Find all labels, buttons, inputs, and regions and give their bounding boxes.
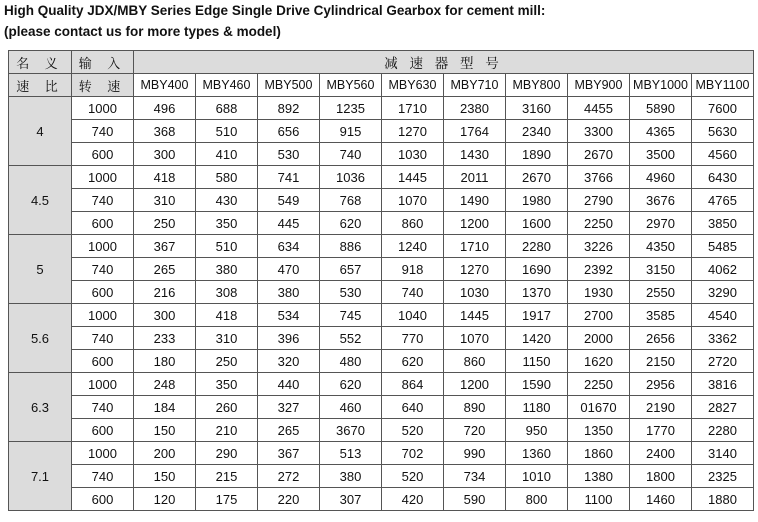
speed-cell: 1000 bbox=[72, 304, 134, 327]
value-cell: 3226 bbox=[568, 235, 630, 258]
value-cell: 4062 bbox=[692, 258, 754, 281]
value-cell: 1420 bbox=[506, 327, 568, 350]
value-cell: 3140 bbox=[692, 442, 754, 465]
value-cell: 1600 bbox=[506, 212, 568, 235]
model-header: MBY900 bbox=[568, 74, 630, 97]
value-cell: 741 bbox=[258, 166, 320, 189]
value-cell: 2670 bbox=[506, 166, 568, 189]
value-cell: 308 bbox=[196, 281, 258, 304]
value-cell: 1150 bbox=[506, 350, 568, 373]
value-cell: 320 bbox=[258, 350, 320, 373]
value-cell: 2250 bbox=[568, 212, 630, 235]
value-cell: 184 bbox=[134, 396, 196, 419]
value-cell: 657 bbox=[320, 258, 382, 281]
table-row bbox=[9, 166, 754, 189]
value-cell: 5485 bbox=[692, 235, 754, 258]
value-cell: 1360 bbox=[506, 442, 568, 465]
value-cell: 215 bbox=[196, 465, 258, 488]
speed-cell: 1000 bbox=[72, 166, 134, 189]
value-cell: 430 bbox=[196, 189, 258, 212]
value-cell: 1270 bbox=[444, 258, 506, 281]
value-cell: 1710 bbox=[382, 97, 444, 120]
speed-cell: 1000 bbox=[72, 373, 134, 396]
value-cell: 1430 bbox=[444, 143, 506, 166]
speed-cell: 740 bbox=[72, 120, 134, 143]
value-cell: 350 bbox=[196, 212, 258, 235]
value-cell: 2150 bbox=[630, 350, 692, 373]
value-cell: 1270 bbox=[382, 120, 444, 143]
value-cell: 1917 bbox=[506, 304, 568, 327]
value-cell: 3766 bbox=[568, 166, 630, 189]
value-cell: 530 bbox=[258, 143, 320, 166]
value-cell: 510 bbox=[196, 120, 258, 143]
value-cell: 1370 bbox=[506, 281, 568, 304]
value-cell: 368 bbox=[134, 120, 196, 143]
value-cell: 2325 bbox=[692, 465, 754, 488]
value-cell: 2190 bbox=[630, 396, 692, 419]
value-cell: 250 bbox=[196, 350, 258, 373]
value-cell: 520 bbox=[382, 419, 444, 442]
value-cell: 396 bbox=[258, 327, 320, 350]
value-cell: 1620 bbox=[568, 350, 630, 373]
value-cell: 1770 bbox=[630, 419, 692, 442]
speed-cell: 740 bbox=[72, 189, 134, 212]
value-cell: 2380 bbox=[444, 97, 506, 120]
ratio-cell: 5 bbox=[9, 235, 72, 304]
value-cell: 860 bbox=[444, 350, 506, 373]
value-cell: 2280 bbox=[506, 235, 568, 258]
value-cell: 3362 bbox=[692, 327, 754, 350]
value-cell: 265 bbox=[134, 258, 196, 281]
value-cell: 2340 bbox=[506, 120, 568, 143]
value-cell: 480 bbox=[320, 350, 382, 373]
value-cell: 915 bbox=[320, 120, 382, 143]
value-cell: 3500 bbox=[630, 143, 692, 166]
value-cell: 1890 bbox=[506, 143, 568, 166]
value-cell: 4350 bbox=[630, 235, 692, 258]
value-cell: 800 bbox=[506, 488, 568, 511]
value-cell: 272 bbox=[258, 465, 320, 488]
ratio-cell: 5.6 bbox=[9, 304, 72, 373]
value-cell: 513 bbox=[320, 442, 382, 465]
value-cell: 620 bbox=[382, 350, 444, 373]
ratio-cell: 4 bbox=[9, 97, 72, 166]
table-row bbox=[9, 120, 754, 143]
table-row bbox=[9, 350, 754, 373]
speed-cell: 1000 bbox=[72, 235, 134, 258]
value-cell: 2392 bbox=[568, 258, 630, 281]
value-cell: 210 bbox=[196, 419, 258, 442]
table-row bbox=[9, 465, 754, 488]
speed-cell: 740 bbox=[72, 465, 134, 488]
value-cell: 1200 bbox=[444, 212, 506, 235]
value-cell: 175 bbox=[196, 488, 258, 511]
value-cell: 327 bbox=[258, 396, 320, 419]
value-cell: 770 bbox=[382, 327, 444, 350]
value-cell: 418 bbox=[196, 304, 258, 327]
value-cell: 2011 bbox=[444, 166, 506, 189]
value-cell: 300 bbox=[134, 304, 196, 327]
value-cell: 5890 bbox=[630, 97, 692, 120]
speed-cell: 740 bbox=[72, 258, 134, 281]
model-header: MBY560 bbox=[320, 74, 382, 97]
speed-cell: 600 bbox=[72, 143, 134, 166]
speed-cell: 600 bbox=[72, 212, 134, 235]
value-cell: 640 bbox=[382, 396, 444, 419]
speed-cell: 600 bbox=[72, 350, 134, 373]
header-row-top bbox=[9, 51, 754, 74]
value-cell: 1100 bbox=[568, 488, 630, 511]
model-header: MBY710 bbox=[444, 74, 506, 97]
value-cell: 1030 bbox=[444, 281, 506, 304]
value-cell: 886 bbox=[320, 235, 382, 258]
value-cell: 2790 bbox=[568, 189, 630, 212]
value-cell: 1010 bbox=[506, 465, 568, 488]
value-cell: 150 bbox=[134, 419, 196, 442]
value-cell: 367 bbox=[134, 235, 196, 258]
value-cell: 734 bbox=[444, 465, 506, 488]
value-cell: 1800 bbox=[630, 465, 692, 488]
value-cell: 310 bbox=[134, 189, 196, 212]
value-cell: 4365 bbox=[630, 120, 692, 143]
value-cell: 549 bbox=[258, 189, 320, 212]
value-cell: 420 bbox=[382, 488, 444, 511]
value-cell: 2970 bbox=[630, 212, 692, 235]
table-row bbox=[9, 396, 754, 419]
value-cell: 2656 bbox=[630, 327, 692, 350]
model-header: MBY400 bbox=[134, 74, 196, 97]
model-header: MBY800 bbox=[506, 74, 568, 97]
speed-cell: 740 bbox=[72, 396, 134, 419]
value-cell: 3676 bbox=[630, 189, 692, 212]
value-cell: 3160 bbox=[506, 97, 568, 120]
table-row bbox=[9, 442, 754, 465]
value-cell: 1590 bbox=[506, 373, 568, 396]
ratio-label-top: 名 义 bbox=[9, 51, 72, 74]
value-cell: 6430 bbox=[692, 166, 754, 189]
value-cell: 233 bbox=[134, 327, 196, 350]
table-row bbox=[9, 212, 754, 235]
value-cell: 1930 bbox=[568, 281, 630, 304]
value-cell: 590 bbox=[444, 488, 506, 511]
value-cell: 1030 bbox=[382, 143, 444, 166]
value-cell: 552 bbox=[320, 327, 382, 350]
table-row bbox=[9, 488, 754, 511]
value-cell: 892 bbox=[258, 97, 320, 120]
value-cell: 860 bbox=[382, 212, 444, 235]
value-cell: 216 bbox=[134, 281, 196, 304]
value-cell: 4960 bbox=[630, 166, 692, 189]
value-cell: 1070 bbox=[444, 327, 506, 350]
value-cell: 3670 bbox=[320, 419, 382, 442]
model-header: MBY500 bbox=[258, 74, 320, 97]
value-cell: 290 bbox=[196, 442, 258, 465]
value-cell: 1445 bbox=[382, 166, 444, 189]
model-group-label: 减 速 器 型 号 bbox=[134, 51, 754, 74]
value-cell: 460 bbox=[320, 396, 382, 419]
value-cell: 1490 bbox=[444, 189, 506, 212]
value-cell: 1200 bbox=[444, 373, 506, 396]
value-cell: 634 bbox=[258, 235, 320, 258]
model-header: MBY1100 bbox=[692, 74, 754, 97]
value-cell: 1690 bbox=[506, 258, 568, 281]
value-cell: 2827 bbox=[692, 396, 754, 419]
speed-label-bottom: 转 速 bbox=[72, 74, 134, 97]
value-cell: 3850 bbox=[692, 212, 754, 235]
value-cell: 720 bbox=[444, 419, 506, 442]
value-cell: 1445 bbox=[444, 304, 506, 327]
value-cell: 200 bbox=[134, 442, 196, 465]
value-cell: 950 bbox=[506, 419, 568, 442]
value-cell: 418 bbox=[134, 166, 196, 189]
value-cell: 350 bbox=[196, 373, 258, 396]
value-cell: 2670 bbox=[568, 143, 630, 166]
table-row bbox=[9, 304, 754, 327]
value-cell: 3585 bbox=[630, 304, 692, 327]
value-cell: 530 bbox=[320, 281, 382, 304]
value-cell: 250 bbox=[134, 212, 196, 235]
value-cell: 990 bbox=[444, 442, 506, 465]
value-cell: 918 bbox=[382, 258, 444, 281]
speed-cell: 600 bbox=[72, 419, 134, 442]
value-cell: 864 bbox=[382, 373, 444, 396]
value-cell: 2280 bbox=[692, 419, 754, 442]
value-cell: 3150 bbox=[630, 258, 692, 281]
value-cell: 4455 bbox=[568, 97, 630, 120]
value-cell: 496 bbox=[134, 97, 196, 120]
value-cell: 1240 bbox=[382, 235, 444, 258]
value-cell: 4765 bbox=[692, 189, 754, 212]
value-cell: 367 bbox=[258, 442, 320, 465]
ratio-cell: 6.3 bbox=[9, 373, 72, 442]
value-cell: 220 bbox=[258, 488, 320, 511]
value-cell: 4540 bbox=[692, 304, 754, 327]
value-cell: 2720 bbox=[692, 350, 754, 373]
value-cell: 440 bbox=[258, 373, 320, 396]
ratio-cell: 4.5 bbox=[9, 166, 72, 235]
ratio-label-bottom: 速 比 bbox=[9, 74, 72, 97]
table-row bbox=[9, 373, 754, 396]
value-cell: 1880 bbox=[692, 488, 754, 511]
value-cell: 702 bbox=[382, 442, 444, 465]
value-cell: 7600 bbox=[692, 97, 754, 120]
value-cell: 768 bbox=[320, 189, 382, 212]
value-cell: 150 bbox=[134, 465, 196, 488]
gearbox-spec-table bbox=[8, 50, 754, 511]
value-cell: 2000 bbox=[568, 327, 630, 350]
value-cell: 3300 bbox=[568, 120, 630, 143]
value-cell: 1460 bbox=[630, 488, 692, 511]
table-row bbox=[9, 189, 754, 212]
value-cell: 307 bbox=[320, 488, 382, 511]
table-body bbox=[9, 51, 754, 511]
value-cell: 410 bbox=[196, 143, 258, 166]
speed-cell: 740 bbox=[72, 327, 134, 350]
header-row-models bbox=[9, 74, 754, 97]
value-cell: 2250 bbox=[568, 373, 630, 396]
ratio-cell: 7.1 bbox=[9, 442, 72, 511]
value-cell: 688 bbox=[196, 97, 258, 120]
table-row bbox=[9, 143, 754, 166]
value-cell: 4560 bbox=[692, 143, 754, 166]
speed-cell: 600 bbox=[72, 488, 134, 511]
value-cell: 01670 bbox=[568, 396, 630, 419]
value-cell: 1710 bbox=[444, 235, 506, 258]
value-cell: 745 bbox=[320, 304, 382, 327]
value-cell: 1180 bbox=[506, 396, 568, 419]
page-title-line1: High Quality JDX/MBY Series Edge Single Drive Cylindrical Gearbox for cement mill: bbox=[4, 3, 546, 18]
model-header: MBY1000 bbox=[630, 74, 692, 97]
table-row bbox=[9, 327, 754, 350]
value-cell: 380 bbox=[320, 465, 382, 488]
model-header: MBY630 bbox=[382, 74, 444, 97]
speed-label-top: 输 入 bbox=[72, 51, 134, 74]
value-cell: 310 bbox=[196, 327, 258, 350]
value-cell: 1036 bbox=[320, 166, 382, 189]
model-header: MBY460 bbox=[196, 74, 258, 97]
value-cell: 740 bbox=[320, 143, 382, 166]
value-cell: 380 bbox=[196, 258, 258, 281]
speed-cell: 600 bbox=[72, 281, 134, 304]
value-cell: 534 bbox=[258, 304, 320, 327]
table-row bbox=[9, 258, 754, 281]
value-cell: 2400 bbox=[630, 442, 692, 465]
value-cell: 1350 bbox=[568, 419, 630, 442]
value-cell: 1235 bbox=[320, 97, 382, 120]
value-cell: 580 bbox=[196, 166, 258, 189]
value-cell: 445 bbox=[258, 212, 320, 235]
value-cell: 380 bbox=[258, 281, 320, 304]
value-cell: 1070 bbox=[382, 189, 444, 212]
value-cell: 3290 bbox=[692, 281, 754, 304]
value-cell: 1380 bbox=[568, 465, 630, 488]
value-cell: 620 bbox=[320, 212, 382, 235]
value-cell: 265 bbox=[258, 419, 320, 442]
table-row bbox=[9, 97, 754, 120]
value-cell: 1980 bbox=[506, 189, 568, 212]
value-cell: 2700 bbox=[568, 304, 630, 327]
page-title-line2: (please contact us for more types & model) bbox=[4, 24, 281, 39]
value-cell: 1860 bbox=[568, 442, 630, 465]
value-cell: 520 bbox=[382, 465, 444, 488]
value-cell: 1764 bbox=[444, 120, 506, 143]
speed-cell: 1000 bbox=[72, 97, 134, 120]
value-cell: 248 bbox=[134, 373, 196, 396]
value-cell: 656 bbox=[258, 120, 320, 143]
value-cell: 300 bbox=[134, 143, 196, 166]
value-cell: 510 bbox=[196, 235, 258, 258]
value-cell: 3816 bbox=[692, 373, 754, 396]
speed-cell: 1000 bbox=[72, 442, 134, 465]
value-cell: 740 bbox=[382, 281, 444, 304]
value-cell: 180 bbox=[134, 350, 196, 373]
value-cell: 2550 bbox=[630, 281, 692, 304]
value-cell: 120 bbox=[134, 488, 196, 511]
table-row bbox=[9, 419, 754, 442]
value-cell: 620 bbox=[320, 373, 382, 396]
value-cell: 470 bbox=[258, 258, 320, 281]
value-cell: 890 bbox=[444, 396, 506, 419]
table-row bbox=[9, 281, 754, 304]
table-row bbox=[9, 235, 754, 258]
value-cell: 5630 bbox=[692, 120, 754, 143]
value-cell: 1040 bbox=[382, 304, 444, 327]
value-cell: 2956 bbox=[630, 373, 692, 396]
value-cell: 260 bbox=[196, 396, 258, 419]
